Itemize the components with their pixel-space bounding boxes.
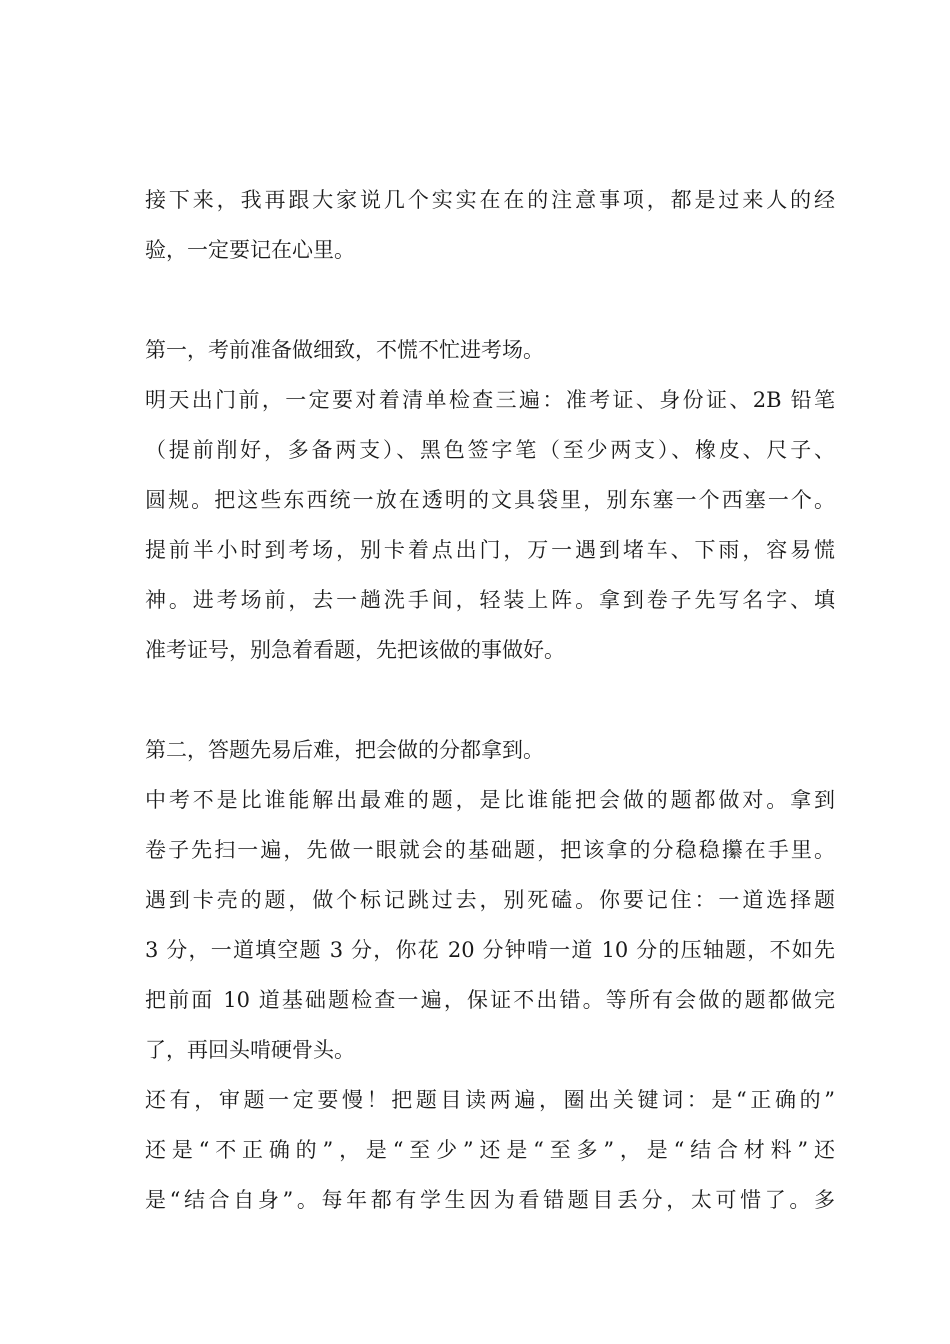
section2-heading: 第二，答题先易后难，把会做的分都拿到。 xyxy=(145,738,544,762)
section2-line-7: 还有，审题一定要慢！把题目读两遍，圈出关键词：是“正确的” xyxy=(145,1088,835,1112)
section1-line-3: 圆规。把这些东西统一放在透明的文具袋里，别东塞一个西塞一个。 xyxy=(145,488,835,512)
section2-line-6: 了，再回头啃硬骨头。 xyxy=(145,1038,355,1062)
section1-line-1: 明天出门前，一定要对着清单检查三遍：准考证、身份证、2B 铅笔 xyxy=(145,388,835,412)
intro-line-2: 验，一定要记在心里。 xyxy=(145,238,355,262)
section2-line-9: 是“结合自身”。每年都有学生因为看错题目丢分，太可惜了。多 xyxy=(145,1188,835,1212)
section1-heading: 第一，考前准备做细致，不慌不忙进考场。 xyxy=(145,338,544,362)
section1-line-4: 提前半小时到考场，别卡着点出门，万一遇到堵车、下雨，容易慌 xyxy=(145,538,835,562)
section2-line-8: 还是“不正确的”，是“至少”还是“至多”，是“结合材料”还 xyxy=(145,1138,835,1162)
section1-line-2: （提前削好，多备两支）、黑色签字笔（至少两支）、橡皮、尺子、 xyxy=(145,438,835,462)
section2-line-4: 3 分，一道填空题 3 分，你花 20 分钟啃一道 10 分的压轴题，不如先 xyxy=(145,938,835,962)
section2-line-3: 遇到卡壳的题，做个标记跳过去，别死磕。你要记住：一道选择题 xyxy=(145,888,835,912)
section1-line-6: 准考证号，别急着看题，先把该做的事做好。 xyxy=(145,638,565,662)
section1-line-5: 神。进考场前，去一趟洗手间，轻装上阵。拿到卷子先写名字、填 xyxy=(145,588,835,612)
section2-line-5: 把前面 10 道基础题检查一遍，保证不出错。等所有会做的题都做完 xyxy=(145,988,835,1012)
section2-line-2: 卷子先扫一遍，先做一眼就会的基础题，把该拿的分稳稳攥在手里。 xyxy=(145,838,835,862)
section2-line-1: 中考不是比谁能解出最难的题，是比谁能把会做的题都做对。拿到 xyxy=(145,788,835,812)
intro-line-1: 接下来，我再跟大家说几个实实在在的注意事项，都是过来人的经 xyxy=(145,188,835,212)
